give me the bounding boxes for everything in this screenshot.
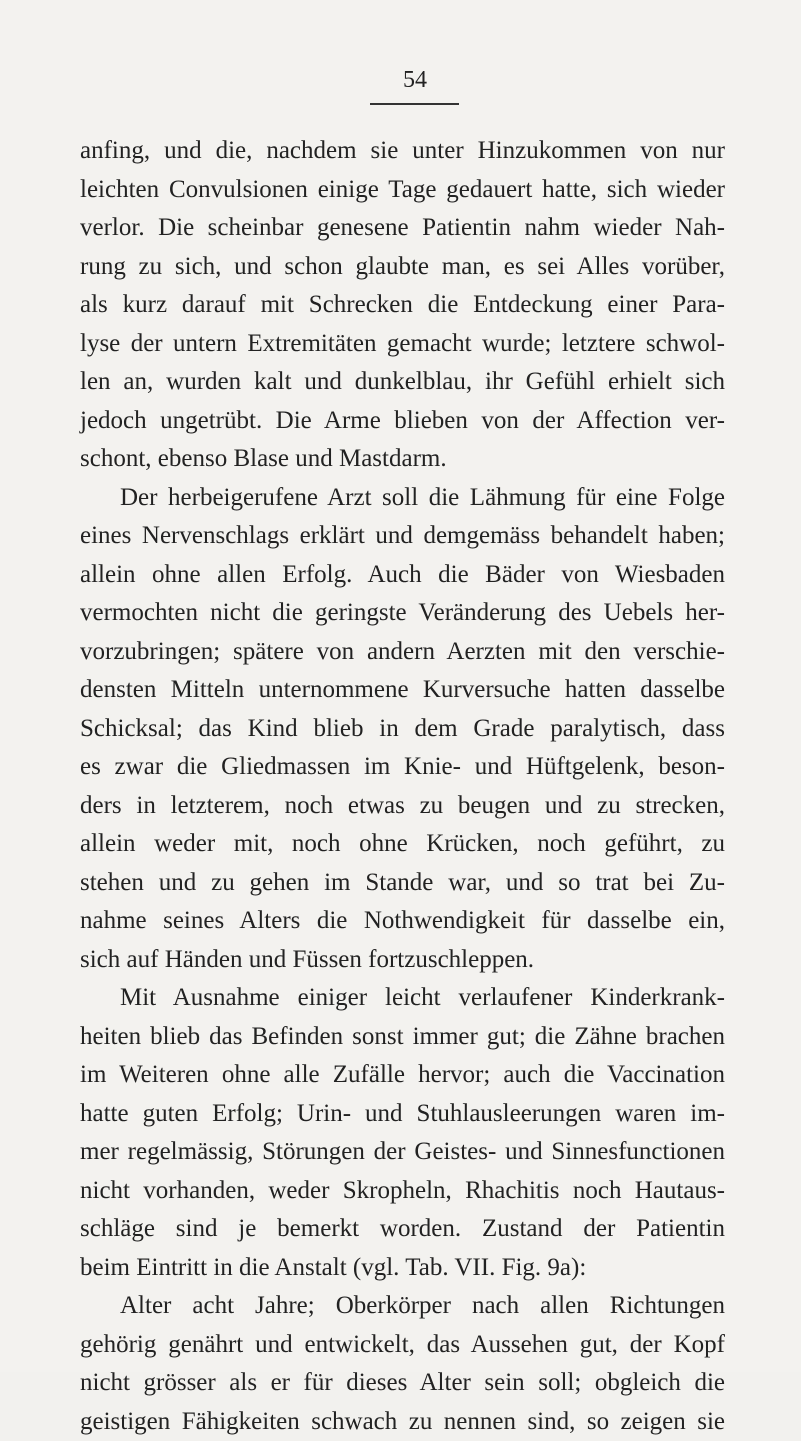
text-line: allein weder mit, noch ohne Krücken, noch geführt, zu [80, 825, 725, 864]
text-line: gehörig genährt und entwickelt, das Aussehen gut, der Kopf [80, 1326, 725, 1365]
text-line: verlor. Die scheinbar genesene Patientin nahm wieder Nah- [80, 209, 725, 248]
text-line: schont, ebenso Blase und Mastdarm. [80, 440, 725, 479]
text-line: schläge sind je bemerkt worden. Zustand der Patientin [80, 1210, 725, 1249]
text-line: sich auf Händen und Füssen fortzuschleppen. [80, 941, 725, 980]
text-line: es zwar die Gliedmassen im Knie- und Hüftgelenk, beson- [80, 748, 725, 787]
text-line: mer regelmässig, Störungen der Geistes- und Sinnesfunctionen [80, 1133, 725, 1172]
text-line: vermochten nicht die geringste Veränderung des Uebels her- [80, 594, 725, 633]
text-line: nicht grösser als er für dieses Alter sein soll; obgleich die [80, 1364, 725, 1403]
text-line: jedoch ungetrübt. Die Arme blieben von der Affection ver- [80, 402, 725, 441]
text-line: anfing, und die, nachdem sie unter Hinzukommen von nur [80, 132, 725, 171]
text-line: heiten blieb das Befinden sonst immer gut; die Zähne brachen [80, 1018, 725, 1057]
page-number: 54 [370, 66, 460, 94]
text-line: leichten Convulsionen einige Tage gedauert hatte, sich wieder [80, 171, 725, 210]
text-line: Der herbeigerufene Arzt soll die Lähmung für eine Folge [80, 479, 725, 518]
text-line: geistigen Fähigkeiten schwach zu nennen sind, so zeigen sie [80, 1403, 725, 1441]
text-line: nicht vorhanden, weder Skropheln, Rhachitis noch Hautaus- [80, 1172, 725, 1211]
text-line: als kurz darauf mit Schrecken die Entdeckung einer Para- [80, 286, 725, 325]
text-line: allein ohne allen Erfolg. Auch die Bäder von Wiesbaden [80, 556, 725, 595]
text-line: hatte guten Erfolg; Urin- und Stuhlausleerungen waren im- [80, 1095, 725, 1134]
text-line: rung zu sich, und schon glaubte man, es sei Alles vorüber, [80, 248, 725, 287]
header-rule [370, 103, 459, 105]
text-line: Alter acht Jahre; Oberkörper nach allen Richtungen [80, 1287, 725, 1326]
body-text [80, 132, 725, 1441]
text-line: nahme seines Alters die Nothwendigkeit für dasselbe ein, [80, 902, 725, 941]
text-line: beim Eintritt in die Anstalt (vgl. Tab. VII. Fig. 9a): [80, 1249, 725, 1288]
text-line: densten Mitteln unternommene Kurversuche hatten dasselbe [80, 671, 725, 710]
text-line: lyse der untern Extremitäten gemacht wurde; letztere schwol- [80, 325, 725, 364]
text-line: Schicksal; das Kind blieb in dem Grade paralytisch, dass [80, 710, 725, 749]
text-line: im Weiteren ohne alle Zufälle hervor; auch die Vaccination [80, 1056, 725, 1095]
text-line: len an, wurden kalt und dunkelblau, ihr Gefühl erhielt sich [80, 363, 725, 402]
text-line: stehen und zu gehen im Stande war, und so trat bei Zu- [80, 864, 725, 903]
text-line: vorzubringen; spätere von andern Aerzten mit den verschie- [80, 633, 725, 672]
text-line: eines Nervenschlags erklärt und demgemäss behandelt haben; [80, 517, 725, 556]
text-line: ders in letzterem, noch etwas zu beugen und zu strecken, [80, 787, 725, 826]
text-line: Mit Ausnahme einiger leicht verlaufener Kinderkrank- [80, 979, 725, 1018]
